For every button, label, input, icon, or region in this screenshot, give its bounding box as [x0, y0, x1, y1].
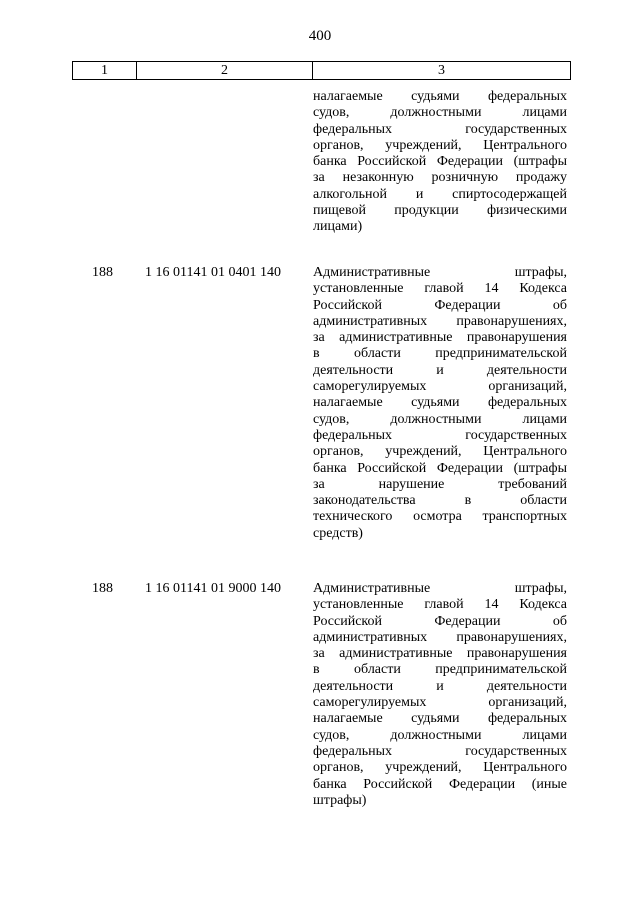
description-line: судов, должностными лицами — [313, 411, 567, 427]
description-line: саморегулируемых организаций, — [313, 379, 567, 395]
description-line: за административные правонарушения — [313, 330, 567, 346]
description-line: судов, должностными лицами — [313, 105, 567, 121]
description-line: в области предпринимательской — [313, 662, 567, 678]
description-line: в области предпринимательской — [313, 346, 567, 362]
continuation-description — [313, 89, 567, 236]
description-line: пищевой продукции физическими — [313, 203, 567, 219]
description-line: алкогольной и спиртосодержащей — [313, 186, 567, 202]
table-header — [72, 61, 571, 80]
description-line: федеральных государственных — [313, 743, 567, 759]
description-line: Российской Федерации об — [313, 613, 567, 629]
header-col-1: 1 — [73, 62, 137, 80]
page-number: 400 — [308, 28, 332, 44]
description-line: банка Российской Федерации (штрафы — [313, 460, 567, 476]
description-line: Административные штрафы, — [313, 265, 567, 280]
description-line: федеральных государственных — [313, 427, 567, 443]
description-line: лицами) — [313, 219, 363, 235]
description-line: органов, учреждений, Центрального — [313, 444, 567, 460]
description-line: органов, учреждений, Центрального — [313, 137, 567, 153]
description-line: технического осмотра транспортных — [313, 509, 567, 525]
kbk-code: 1 16 01141 01 9000 140 — [145, 581, 281, 596]
description-line: Административные штрафы, — [313, 581, 567, 596]
description-line: за нарушение требований — [313, 476, 567, 492]
description-line: органов, учреждений, Центрального — [313, 760, 567, 776]
header-col-3: 3 — [313, 62, 571, 80]
description-line: установленные главой 14 Кодекса — [313, 597, 567, 613]
row-description — [313, 581, 567, 809]
description-line: за незаконную розничную продажу — [313, 170, 567, 186]
description-line: налагаемые судьями федеральных — [313, 89, 567, 104]
description-line: административных правонарушениях, — [313, 313, 567, 329]
admin-code: 188 — [92, 581, 113, 596]
description-line: штрафы) — [313, 792, 367, 808]
description-line: саморегулируемых организаций, — [313, 695, 567, 711]
description-line: административных правонарушениях, — [313, 629, 567, 645]
header-col-2: 2 — [137, 62, 313, 80]
description-line: законодательства в области — [313, 493, 567, 509]
description-line: судов, должностными лицами — [313, 727, 567, 743]
description-line: налагаемые судьями федеральных — [313, 395, 567, 411]
description-line: средств) — [313, 525, 363, 541]
description-line: деятельности и деятельности — [313, 678, 567, 694]
description-line: налагаемые судьями федеральных — [313, 711, 567, 727]
description-line: банка Российской Федерации (штрафы — [313, 154, 567, 170]
description-line: установленные главой 14 Кодекса — [313, 281, 567, 297]
description-line: деятельности и деятельности — [313, 362, 567, 378]
kbk-code: 1 16 01141 01 0401 140 — [145, 265, 281, 280]
admin-code: 188 — [92, 265, 113, 280]
description-line: Российской Федерации об — [313, 297, 567, 313]
description-line: за административные правонарушения — [313, 646, 567, 662]
description-line: банка Российской Федерации (иные — [313, 776, 567, 792]
row-description — [313, 265, 567, 542]
description-line: федеральных государственных — [313, 121, 567, 137]
